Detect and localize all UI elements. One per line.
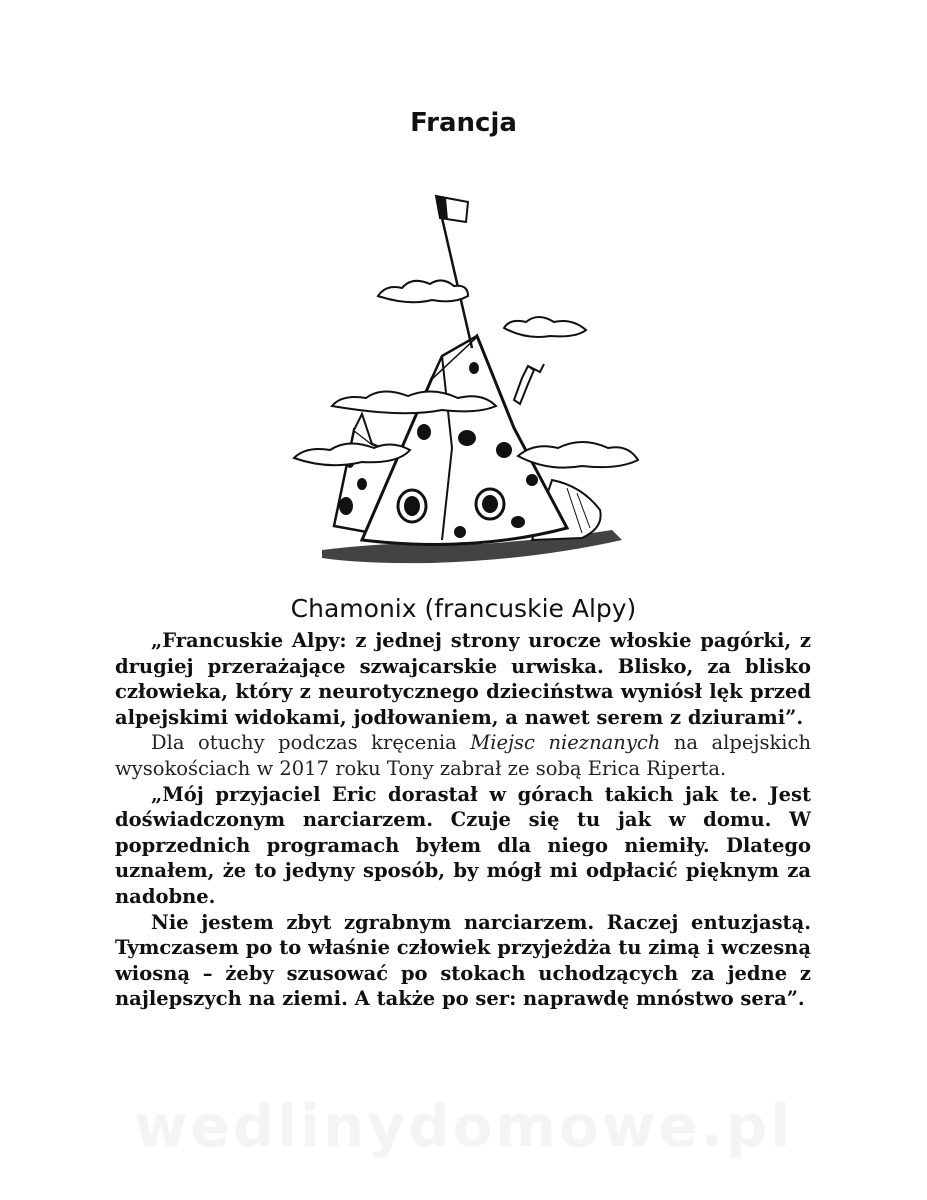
paragraph bbox=[115, 730, 811, 781]
chapter-title: Francja bbox=[410, 108, 517, 138]
paragraph-text: Dla otuchy podczas kręcenia bbox=[151, 731, 471, 755]
cheese-mountain-illustration bbox=[282, 188, 648, 583]
paragraph: Nie jestem zbyt zgrabnym narciarzem. Raczej entuzjastą. Tymczasem po to właśnie człowiek przyjeżdża tu zimą i wczesną wiosną – żeby szusować po stokach uchodzących za jedne z najlepszych na ziemi. A także po ser: naprawdę mnóstwo sera”. bbox=[115, 910, 811, 1011]
book-title-italic: Miejsc nieznanych bbox=[470, 731, 661, 755]
paragraph: „Francuskie Alpy: z jednej strony urocze włoskie pagórki, z drugiej przerażające szwajcarskie urwiska. Blisko, za blisko człowieka, który z neurotycznego dzieciństwa wyniósł lęk przed alpejskimi widokami, jodłowaniem, a nawet serem z dziurami”. bbox=[115, 629, 811, 729]
watermark: wedlinydomowe.pl bbox=[133, 1092, 794, 1160]
section-subtitle: Chamonix (francuskie Alpy) bbox=[290, 594, 637, 623]
paragraph: „Mój przyjaciel Eric dorastał w górach takich jak te. Jest doświadczonym narciarzem. Czuje się tu jak w domu. W poprzednich programach byłem dla niego niemiły. Dlatego uznałem, że to jedyny sposób, by mógł mi odpłacić pięknym za nadobne. bbox=[115, 782, 811, 908]
paragraph-text: na alpejskich wysokościach w 2017 roku Tony zabrał ze sobą Erica Riperta. bbox=[115, 731, 811, 780]
body-text bbox=[115, 628, 811, 1012]
